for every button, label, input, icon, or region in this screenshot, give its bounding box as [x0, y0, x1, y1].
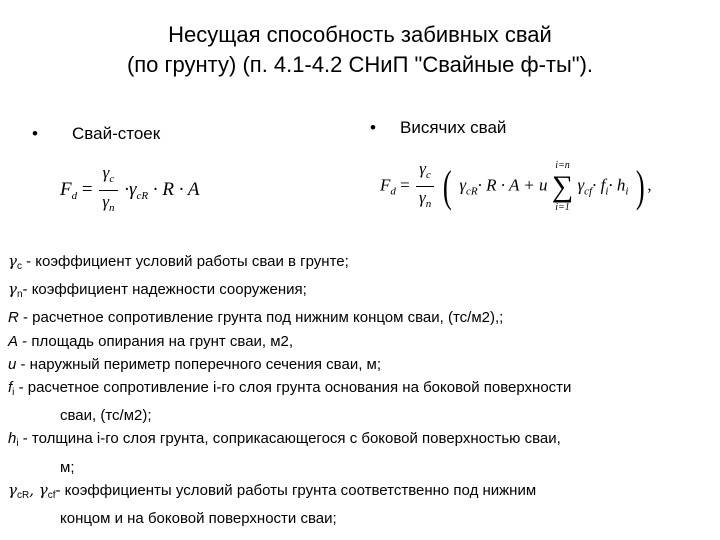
def-symbol: A [8, 332, 19, 350]
title-line-1: Несущая способность забивных свай [168, 22, 552, 47]
sum-lower-limit: i=1 [555, 201, 570, 213]
def-symbol: u [8, 355, 17, 373]
sum-upper-limit: i=n [555, 159, 570, 171]
summation [552, 160, 573, 214]
formula-punct: , [647, 175, 652, 195]
formula-fraction [99, 162, 117, 219]
formula-symbol: γ [102, 192, 110, 211]
definition-gamma-c [8, 250, 718, 278]
def-symbol: h [8, 430, 17, 448]
formula-subscript: n [425, 198, 432, 210]
formula-subscript: d [71, 189, 78, 202]
def-text: - расчетное сопротивление i-го слоя грунта основания на боковой поверхности [14, 379, 572, 397]
def-symbol: f [8, 379, 13, 397]
formula-symbol: F [60, 178, 72, 200]
def-subscript: n [16, 289, 23, 301]
formula-equals: = [400, 175, 410, 195]
def-text: - коэффициенты условий работы грунта соответственно под нижним [55, 481, 537, 499]
def-symbol: , γ [29, 480, 48, 499]
bullet-icon: • [32, 124, 38, 143]
formula-subscript: cR [466, 185, 478, 198]
def-symbol: γ [8, 252, 17, 270]
formula-term: · R · A + u [477, 175, 548, 195]
definition-gamma-n [8, 278, 718, 306]
formula-symbol: γ [459, 175, 467, 195]
formula-term: ·γ [124, 178, 137, 200]
formula-paren-open: ( [443, 161, 453, 211]
formula-subscript: c [425, 169, 431, 181]
def-subscript: cf [47, 489, 56, 501]
def-subscript: c [16, 261, 22, 272]
formula-term: · f [592, 175, 606, 195]
formula-equals: = [81, 178, 93, 200]
definitions-list [8, 250, 718, 530]
definition-fi-continued: сваи, (тс/м2); [60, 407, 152, 425]
formula-friction [380, 158, 652, 215]
heading-end-bearing-piles [32, 124, 160, 144]
definition-A [8, 330, 718, 353]
definition-gamma-cR-cf [8, 479, 718, 507]
formula-subscript: cf [584, 185, 593, 198]
formula-term: · h [608, 175, 626, 195]
formula-symbol: γ [419, 159, 426, 178]
formula-fraction [416, 158, 434, 215]
def-text: - наружный периметр поперечного сечения сваи, м; [16, 355, 382, 373]
slide-title [0, 20, 720, 80]
formula-paren-close: ) [635, 161, 645, 211]
formula-end-bearing [60, 162, 200, 219]
def-text: - расчетное сопротивление грунта под нижним концом сваи, (тс/м2),; [18, 309, 504, 327]
formula-term: · R · A [152, 178, 200, 200]
def-subscript: i [12, 387, 15, 399]
bullet-icon: • [370, 118, 376, 137]
title-line-2: (по грунту) (п. 4.1-4.2 СНиП "Свайные ф-ты"). [126, 52, 594, 77]
def-symbol: γ [8, 280, 17, 299]
heading-text: Висячих свай [400, 118, 507, 137]
formula-subscript: n [109, 202, 115, 214]
formula-subscript: d [390, 185, 396, 198]
formula-subscript: i [625, 185, 629, 198]
formula-symbol: F [380, 175, 391, 195]
formula-subscript: c [109, 173, 115, 185]
definition-hi [8, 427, 718, 455]
def-subscript: cR [16, 489, 30, 501]
formula-symbol: γ [577, 175, 585, 195]
def-text: - площадь опирания на грунт сваи, м2, [18, 332, 294, 350]
def-symbol: R [8, 309, 19, 327]
formula-symbol: γ [418, 188, 426, 207]
sigma-icon: ∑ [551, 169, 574, 203]
def-subscript: i [16, 438, 19, 450]
definition-R [8, 306, 718, 329]
formula-symbol: γ [102, 163, 110, 182]
def-symbol: γ [8, 480, 17, 499]
def-text: - толщина i-го слоя грунта, соприкасающегося с боковой поверхностью сваи, [18, 430, 561, 448]
def-text: - коэффициент надежности сооружения; [22, 281, 307, 299]
def-text: - коэффициент условий работы сваи в грунте; [21, 253, 349, 270]
formula-subscript: i [605, 185, 609, 198]
heading-friction-piles [370, 118, 506, 138]
definition-hi-continued: м; [60, 458, 75, 476]
definition-u [8, 353, 718, 376]
heading-text: Свай-стоек [72, 124, 161, 143]
formula-subscript: cR [136, 189, 149, 202]
definition-fi [8, 376, 718, 404]
definition-gamma-continued: концом и на боковой поверхности сваи; [60, 510, 337, 528]
